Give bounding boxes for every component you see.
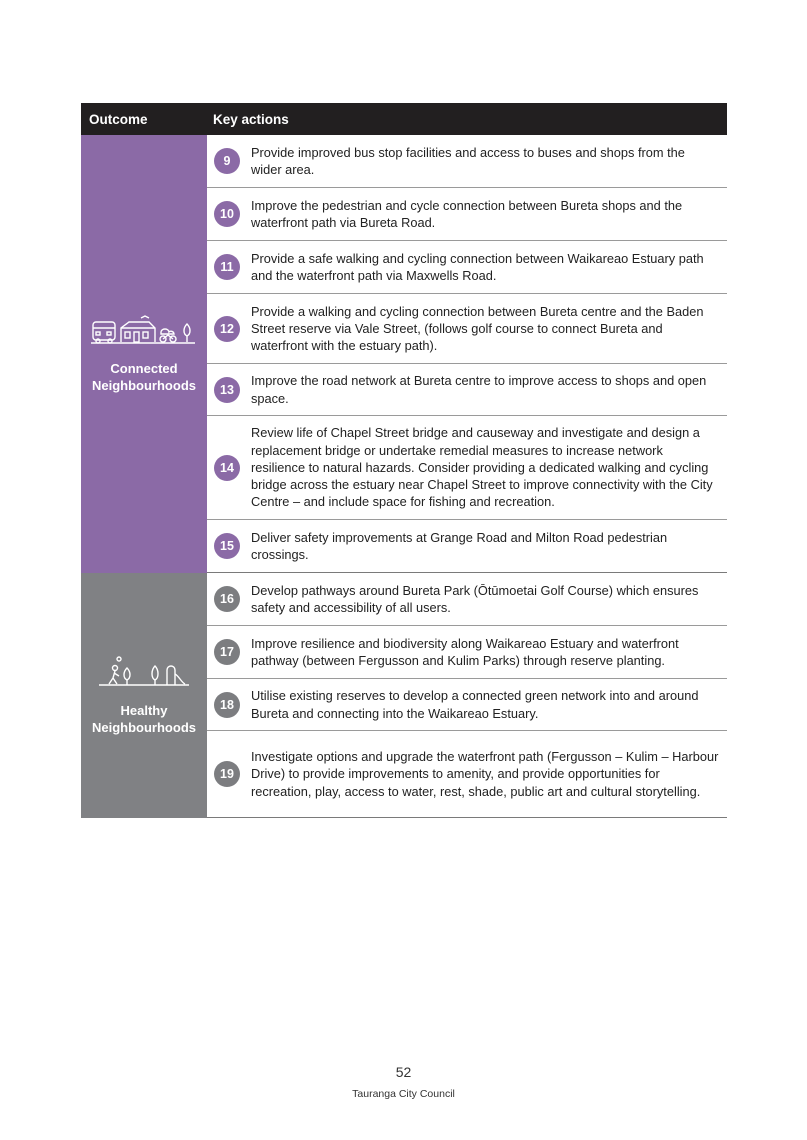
action-row [207, 731, 727, 818]
outcome-title-line2: Neighbourhoods [92, 378, 196, 393]
outcome-title-line1: Healthy [120, 702, 168, 718]
action-text: Provide improved bus stop facilities and access to buses and shops from the wider area. [251, 144, 685, 177]
connected-neighbourhoods-icon [91, 314, 197, 346]
action-row [207, 626, 727, 679]
action-number-badge: 18 [214, 692, 240, 718]
action-number-badge: 12 [214, 316, 240, 342]
outcome-cell [81, 135, 207, 573]
outcome-title-line1: Connected [110, 361, 178, 376]
action-text: Improve the pedestrian and cycle connection between Bureta shops and the waterfront path via Bureta Road. [251, 197, 683, 230]
action-number-badge: 10 [214, 201, 240, 227]
page-number: 52 [395, 1064, 412, 1080]
action-number-badge: 19 [214, 761, 240, 787]
action-row [207, 188, 727, 241]
action-text: Utilise existing reserves to develop a connected green network into and around Bureta and connecting into the Waikareao Estuary. [251, 688, 699, 721]
action-row [207, 135, 727, 188]
action-number-badge: 17 [214, 639, 240, 665]
action-row [207, 364, 727, 416]
header-outcome: Outcome [89, 111, 148, 127]
action-text: Improve resilience and biodiversity along Waikareao Estuary and waterfront pathway (between Fergusson and Kulim Parks) through reserve planting. [251, 635, 679, 668]
action-number-badge: 14 [214, 455, 240, 481]
key-actions-table [81, 103, 727, 818]
action-number-badge: 15 [214, 533, 240, 559]
action-text: Investigate options and upgrade the waterfront path (Fergusson – Kulim – Harbour Drive) to provide improvements to amenity, and provide opportunities for recreation, play, access to water, rest, shade, public art and cultural storytelling. [251, 749, 719, 799]
action-text: Provide a walking and cycling connection between Bureta centre and the Baden Street reserve via Vale Street, (follows golf course to connect Bureta and waterfront with the estuary path). [251, 303, 704, 354]
group-connected-neighbourhoods [81, 135, 727, 573]
outcome-title-line2: Neighbourhoods [92, 719, 196, 735]
action-row [207, 294, 727, 364]
action-number-badge: 16 [214, 586, 240, 612]
action-number-badge: 13 [214, 377, 240, 403]
table-header [81, 103, 727, 135]
group-healthy-neighbourhoods [81, 573, 727, 818]
action-row [207, 241, 727, 294]
action-text: Provide a safe walking and cycling connection between Waikareao Estuary path and the waterfront path via Maxwells Road. [251, 250, 704, 283]
header-key-actions: Key actions [213, 111, 289, 127]
action-row [207, 679, 727, 731]
action-text: Review life of Chapel Street bridge and causeway and investigate and design a replacement bridge or undertake remedial measures to increase network resilience to natural hazards. Consider providing a dedicated walking and cycling bridge across the estuary near Chapel Street to improve connectivity with the City Centre – and include space for fishing and recreation. [251, 425, 713, 510]
outcome-cell [81, 573, 207, 818]
action-row [207, 520, 727, 573]
actions-column [207, 135, 727, 573]
action-text: Develop pathways around Bureta Park (Ōtūmoetai Golf Course) which ensures safety and accessibility of all users. [251, 582, 699, 615]
action-number-badge: 11 [214, 254, 240, 280]
action-text: Deliver safety improvements at Grange Road and Milton Road pedestrian crossings. [251, 529, 668, 562]
organisation-name: Tauranga City Council [352, 1088, 455, 1100]
action-number-badge: 9 [214, 148, 240, 174]
healthy-neighbourhoods-icon [99, 656, 189, 688]
action-text: Improve the road network at Bureta centre to improve access to shops and open space. [251, 373, 707, 406]
action-row [207, 573, 727, 626]
action-row [207, 416, 727, 520]
actions-column [207, 573, 727, 818]
